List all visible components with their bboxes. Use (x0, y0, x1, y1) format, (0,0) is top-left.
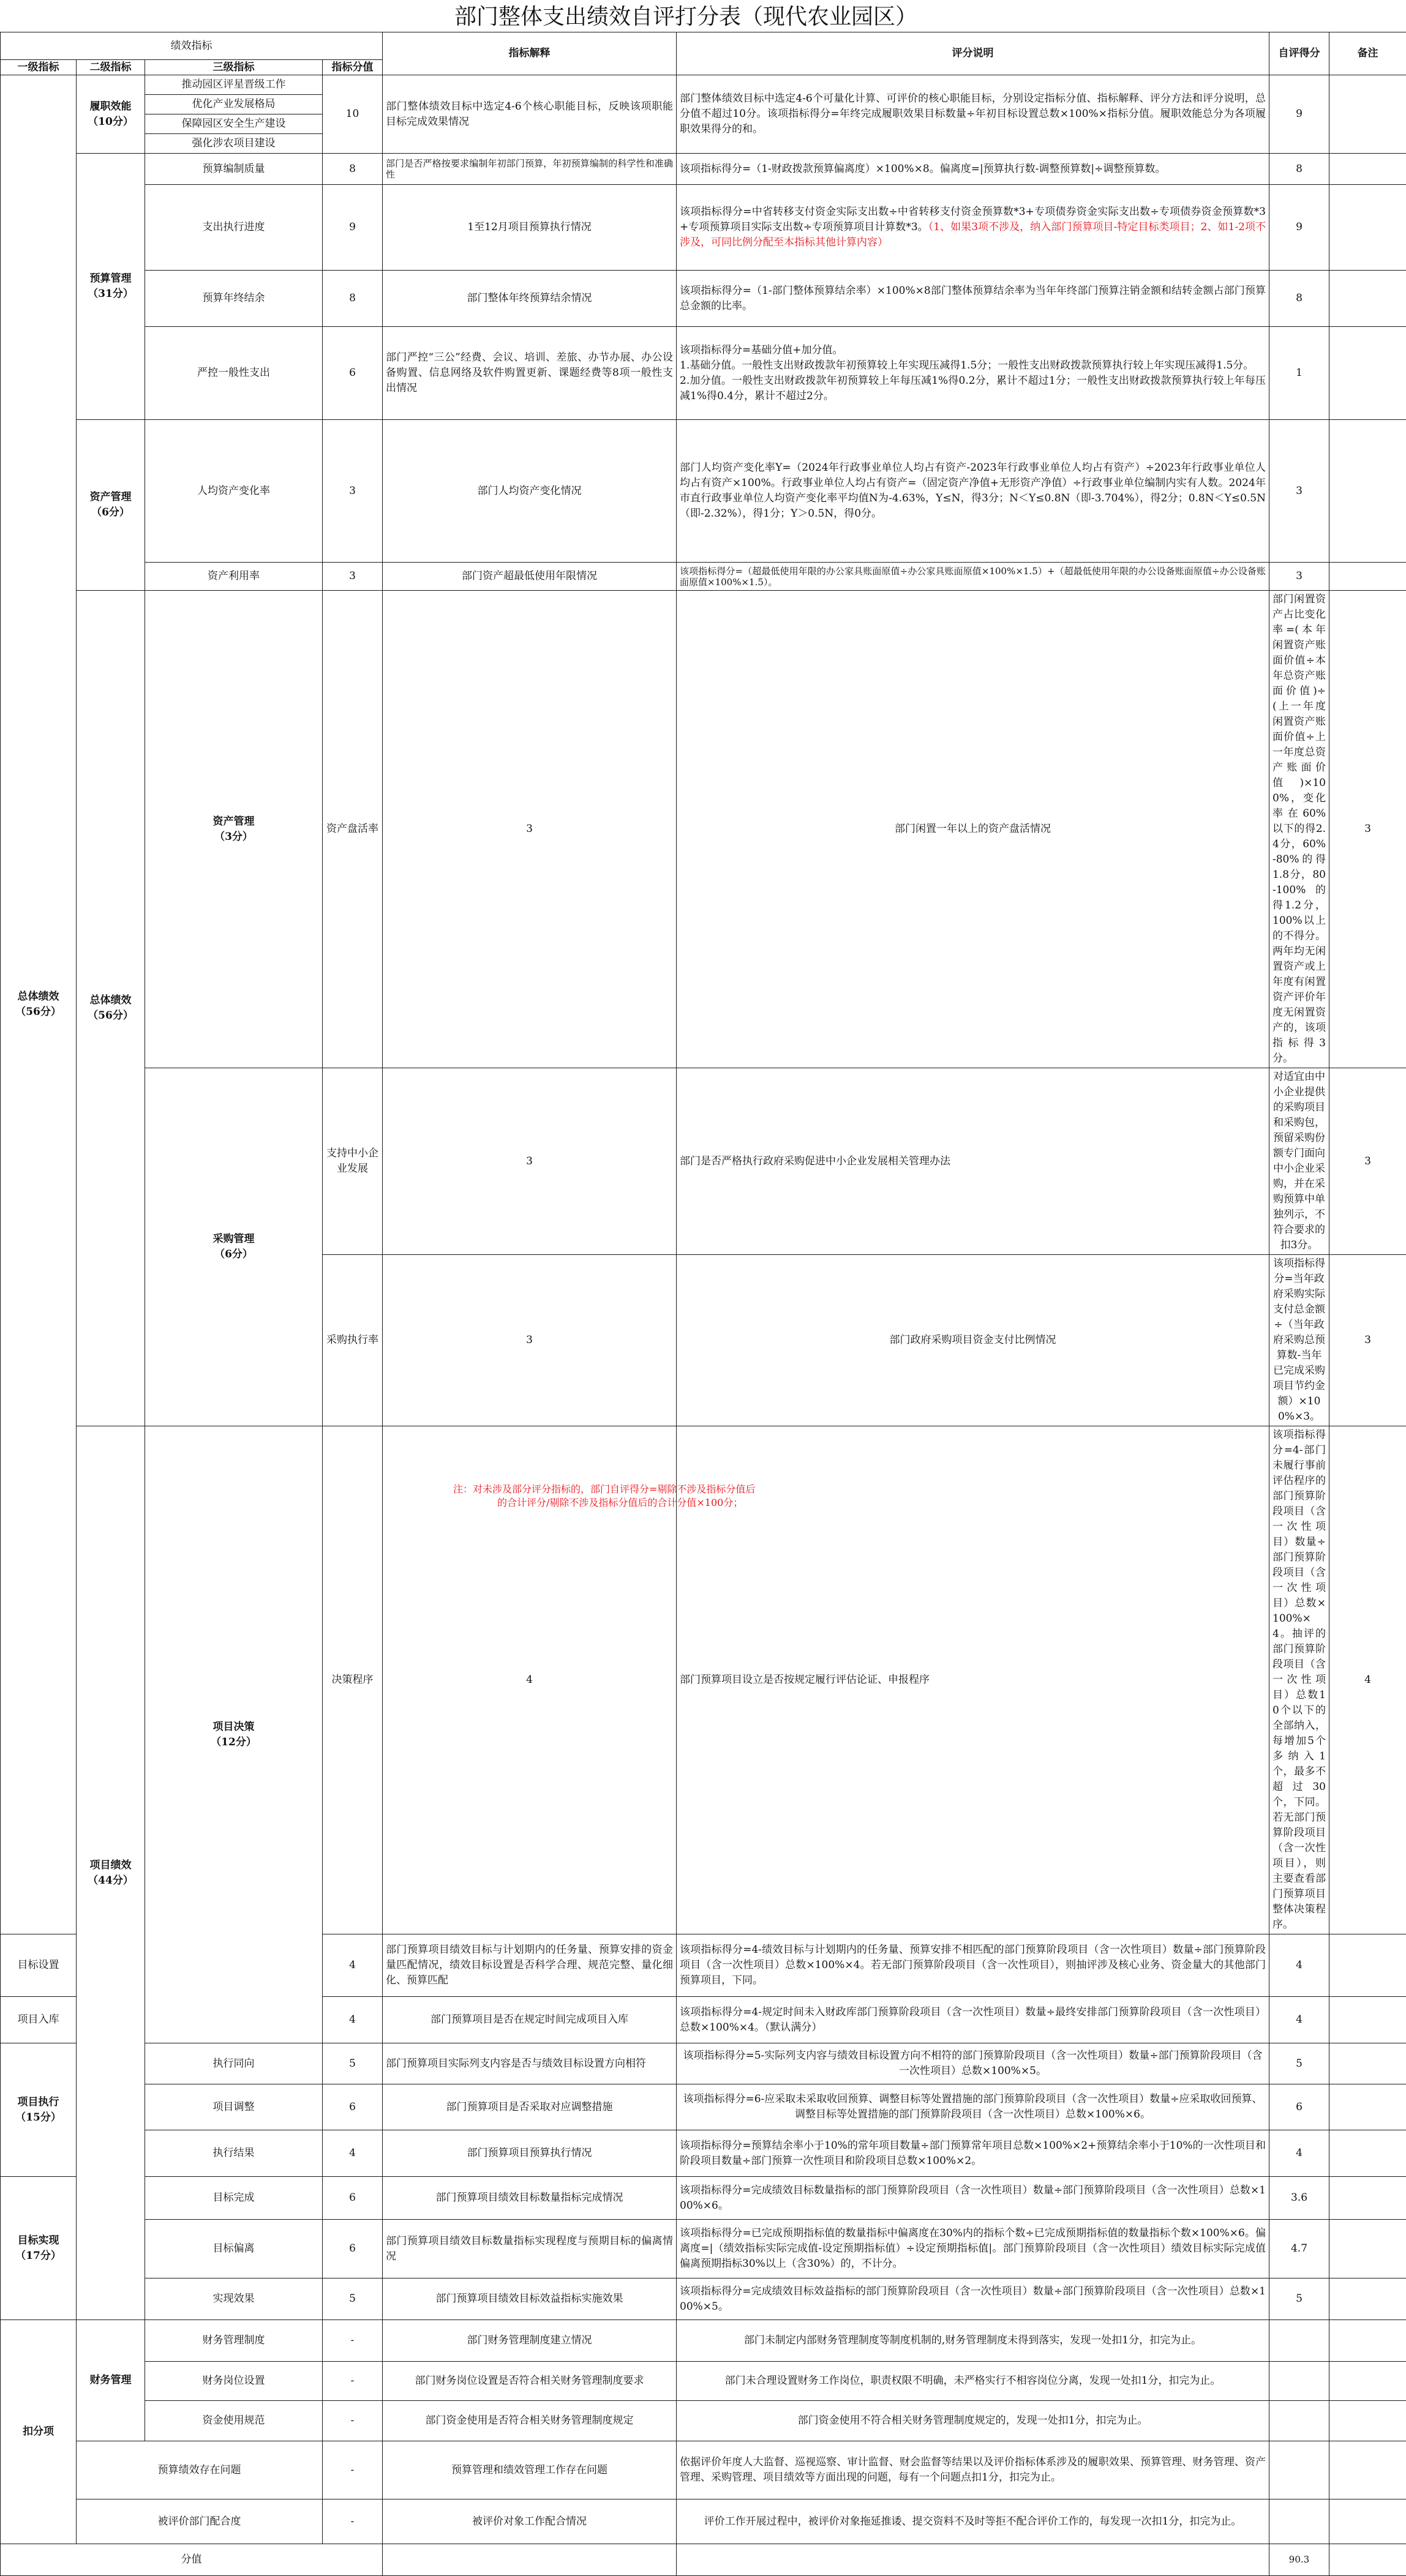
remark-cell (1329, 2441, 1406, 2499)
indicator-explanation: 部门人均资产变化情况 (383, 420, 677, 563)
indicator-name: 被评价部门配合度 (77, 2499, 323, 2544)
indicator-name: 执行结果 (145, 2130, 323, 2177)
indicator-explanation: 部门预算项目绩效目标数量指标实现程度与预期目标的偏离情况 (383, 2220, 677, 2278)
self-score (1269, 2441, 1329, 2499)
header-indicators: 绩效指标 (1, 32, 383, 60)
scoring-description (677, 185, 1269, 271)
indicator-explanation: 1至12月项目预算执行情况 (383, 185, 677, 271)
remark-cell (1329, 2130, 1406, 2177)
self-score: 4 (1269, 1997, 1329, 2043)
table-row (1, 2401, 1406, 2441)
indicator-explanation: 部门整体绩效目标中选定4-6个核心职能目标，反映该项职能目标完成效果情况 (383, 75, 677, 154)
indicator-score: - (323, 2441, 383, 2499)
header-level3: 三级指标 (145, 60, 323, 75)
remark-cell (1329, 2043, 1406, 2084)
indicator-name: 项目调整 (145, 2084, 323, 2130)
indicator-name: 决策程序 (323, 1426, 383, 1934)
total-explanation-cell (383, 2544, 677, 2576)
indicator-explanation: 部门预算项目绩效目标与计划期内的任务量、预算安排的资金量匹配情况，绩效目标设置是否科学合理、规范完整、量化细化、预算匹配 (383, 1934, 677, 1997)
table-row (1, 563, 1406, 591)
indicator-name: 强化涉农项目建设 (145, 134, 323, 154)
indicator-score: 3 (383, 591, 677, 1068)
indicator-name: 优化产业发展格局 (145, 95, 323, 114)
scoring-description: 对适宜由中小企业提供的采购项目和采购包，预留采购份额专门面向中小企业采购，并在采购预算中单独列示，不符合要求的扣3分。 (1269, 1068, 1329, 1255)
indicator-name: 项目入库 (1, 1997, 77, 2043)
page-title: 部门整体支出绩效自评打分表（现代农业园区） (0, 1, 1372, 33)
sub-label-target: 目标实现 （17分） (1, 2177, 77, 2320)
footnote-line-1: 注：对未涉及部分评分指标的，部门自评得分=剔除不涉及指标分值后 (453, 1483, 882, 1496)
sub-label-assets: 资产管理 （6分） (77, 420, 145, 591)
indicator-score: 6 (323, 2220, 383, 2278)
indicator-explanation: 部门财务管理制度建立情况 (383, 2320, 677, 2362)
remark-cell (1329, 2177, 1406, 2220)
header-explanation: 指标解释 (383, 32, 677, 75)
indicator-score: - (323, 2401, 383, 2441)
total-row (1, 2544, 1406, 2576)
indicator-score: 3 (383, 1068, 677, 1255)
remark-cell (1329, 1997, 1406, 2043)
indicator-name: 财务岗位设置 (145, 2362, 323, 2401)
indicator-explanation: 部门是否严格执行政府采购促进中小企业发展相关管理办法 (677, 1068, 1269, 1255)
sub-label-decision: 项目决策 （12分） (145, 1426, 323, 2043)
indicator-explanation: 部门预算项目绩效目标效益指标实施效果 (383, 2278, 677, 2320)
table-row (1, 2362, 1406, 2401)
sub-label-finance: 财务管理 (77, 2320, 145, 2441)
self-score: 4 (1269, 2130, 1329, 2177)
indicator-score: 8 (323, 271, 383, 327)
footnote (453, 1483, 882, 1510)
scoring-description: 部门未合理设置财务工作岗位，职责权限不明确，未严格实行不相容岗位分离，发现一处扣1分，扣完为止。 (677, 2362, 1269, 2401)
scoring-description: 该项指标得分=（超最低使用年限的办公家具账面原值÷办公家具账面原值×100%×1.5）+（超最低使用年限的办公设备账面原值÷办公设备账面原值×100%×1.5）。 (677, 563, 1269, 591)
indicator-score: 9 (323, 185, 383, 271)
indicator-name: 预算绩效存在问题 (77, 2441, 323, 2499)
remark-cell (1329, 2278, 1406, 2320)
scoring-description: 该项指标得分=完成绩效目标数量指标的部门预算阶段项目（含一次性项目）数量÷部门预算阶段项目（含一次性项目）总数×100%×6。 (677, 2177, 1269, 2220)
remark-cell (1329, 2320, 1406, 2362)
self-score: 5 (1269, 2043, 1329, 2084)
scoring-description: 该项指标得分=（1-财政拨款预算偏离度）×100%×8。偏离度=|预算执行数-调整预算数|÷调整预算数。 (677, 154, 1269, 185)
remark-cell (1329, 2499, 1406, 2544)
remark-cell (1329, 271, 1406, 327)
self-score: 3 (1269, 563, 1329, 591)
self-score: 3 (1329, 1255, 1406, 1426)
remark-cell (1329, 563, 1406, 591)
scoring-description-text: 该项指标得分=中省转移支付资金实际支出数÷中省转移支付资金预算数*3+专项债券资金实际支出数÷专项债券资金预算数*3+专项预算项目实际支出数÷专项预算项目计算数*3。 (680, 206, 1266, 233)
table-row (1, 591, 1406, 1068)
table-row (1, 2278, 1406, 2320)
indicator-explanation: 部门预算项目预算执行情况 (383, 2130, 677, 2177)
scoring-description-red-note: （1、如果3项不涉及，纳入部门预算项目-特定目标类项目；2、如1-2项不涉及，可同比例分配至本指标其他计算内容） (680, 221, 1266, 249)
indicator-explanation: 部门资金使用是否符合相关财务管理制度规定 (383, 2401, 677, 2441)
footnote-line-2: 的合计评分/剔除不涉及指标分值后的合计分值×100分； (453, 1496, 882, 1510)
indicator-name: 支持中小企业发展 (323, 1068, 383, 1255)
indicator-score: - (323, 2320, 383, 2362)
table-row (1, 420, 1406, 563)
indicator-name: 实现效果 (145, 2278, 323, 2320)
table-row (1, 2130, 1406, 2177)
indicator-score: 6 (323, 2177, 383, 2220)
header-remark: 备注 (1329, 32, 1406, 75)
scoring-description: 该项指标得分=当年政府采购实际支付总金额÷（当年政府采购总预算数-当年已完成采购项目节约金额）×100%×3。 (1269, 1255, 1329, 1426)
indicator-explanation: 部门严控“三公”经费、会议、培训、差旅、办节办展、办公设备购置、信息网络及软件购置更新、课题经费等8项一般性支出情况 (383, 327, 677, 420)
table-row (1, 2177, 1406, 2220)
scoring-line: 该项指标得分=基础分值+加分值。 (680, 343, 1266, 358)
indicator-name: 采购执行率 (323, 1255, 383, 1426)
header-scoring-desc: 评分说明 (677, 32, 1269, 75)
table-row (1, 1068, 1406, 1255)
scoring-line: 1.基础分值。一般性支出财政拨款年初预算较上年实现压减得1.5分；一般性支出财政拨款预算执行较上年实现压减得1.5分。 (680, 358, 1266, 373)
table-row (1, 75, 1406, 95)
self-score: 3.6 (1269, 2177, 1329, 2220)
indicator-score: 4 (323, 1997, 383, 2043)
scoring-description: 评价工作开展过程中，被评价对象拖延推诿、提交资料不及时等拒不配合评价工作的，每发现一次扣1分，扣完为止。 (677, 2499, 1269, 2544)
table-row (1, 185, 1406, 271)
header-level2: 二级指标 (77, 60, 145, 75)
remark-cell (1329, 2362, 1406, 2401)
indicator-name: 预算年终结余 (145, 271, 323, 327)
table-row (1, 2441, 1406, 2499)
indicator-name: 目标偏离 (145, 2220, 323, 2278)
indicator-score: 4 (323, 2130, 383, 2177)
scoring-description: 该项指标得分=4-部门未履行事前评估程序的部门预算阶段项目（含一次性项目）数量÷部门预算阶段项目（含一次性项目）总数×100%×4。抽评的部门预算阶段项目（含一次性项目）总数10个以下的全部纳入，每增加5个多纳入1个，最多不超过30个，下同。若无部门预算阶段项目（含一次性项目），则主要查看部门预算项目整体决策程序。 (1269, 1426, 1329, 1934)
scoring-description: 该项指标得分=5-实际列支内容与绩效目标设置方向不相符的部门预算阶段项目（含一次性项目）数量÷部门预算阶段项目（含一次性项目）总数×100%×5。 (677, 2043, 1269, 2084)
remark-cell (1329, 154, 1406, 185)
group-label-overall-2: 总体绩效 （56分） (77, 591, 145, 1426)
indicator-explanation: 部门政府采购项目资金支付比例情况 (677, 1255, 1269, 1426)
self-score: 8 (1269, 271, 1329, 327)
table-row (1, 154, 1406, 185)
total-label: 分值 (1, 2544, 383, 2576)
indicator-score: 5 (323, 2278, 383, 2320)
self-score: 3 (1329, 591, 1406, 1068)
indicator-explanation: 部门闲置一年以上的资产盘活情况 (677, 591, 1269, 1068)
indicator-explanation: 部门财务岗位设置是否符合相关财务管理制度要求 (383, 2362, 677, 2401)
indicator-name: 保障园区安全生产建设 (145, 114, 323, 134)
indicator-name: 执行同向 (145, 2043, 323, 2084)
scoring-description: 该项指标得分=（1-部门整体预算结余率）×100%×8部门整体预算结余率为当年年终部门预算注销金额和结转金额占部门预算总金额的比率。 (677, 271, 1269, 327)
header-score: 指标分值 (323, 60, 383, 75)
indicator-name: 预算编制质量 (145, 154, 323, 185)
scoring-description: 部门未制定内部财务管理制度等制度机制的,财务管理制度未得到落实，发现一处扣1分，扣完为止。 (677, 2320, 1269, 2362)
table-row (1, 2320, 1406, 2362)
scoring-description: 部门资金使用不符合相关财务管理制度规定的，发现一处扣1分，扣完为止。 (677, 2401, 1269, 2441)
table-row (1, 2043, 1406, 2084)
scoring-description: 部门整体绩效目标中选定4-6个可量化计算、可评价的核心职能目标，分别设定指标分值、指标解释、评分方法和评分说明，总分值不超过10分。该项指标得分=年终完成履职效果目标数量÷年初目标设置总数×100%×指标分值。履职效能总分为各项履职效果得分的和。 (677, 75, 1269, 154)
indicator-name: 支出执行进度 (145, 185, 323, 271)
indicator-name: 推动园区评星晋级工作 (145, 75, 323, 95)
scoring-description (677, 327, 1269, 420)
remark-cell (1329, 185, 1406, 271)
group-label-overall-1: 总体绩效 （56分） (1, 75, 77, 1934)
remark-cell (1329, 2401, 1406, 2441)
scoring-description: 部门闲置资产占比变化率=(本年闲置资产账面价值÷本年总资产账面价值)÷(上一年度闲置资产账面价值÷上一年度总资产账面价值)×100%，变化率在60%以下的得2.4分，60%-80%的得1.8分，80-100%的得1.2分，100%以上的不得分。两年均无闲置资产或上年度有闲置资产评价年度无闲置资产的，该项指标得3分。 (1269, 591, 1329, 1068)
header-self-score: 自评得分 (1269, 32, 1329, 75)
self-score: 3 (1269, 420, 1329, 563)
indicator-explanation: 部门整体年终预算结余情况 (383, 271, 677, 327)
indicator-explanation: 部门预算项目是否采取对应调整措施 (383, 2084, 677, 2130)
scoring-description: 该项指标得分=4-规定时间未入财政库部门预算阶段项目（含一次性项目）数量÷最终安排部门预算阶段项目（含一次性项目）总数×100%×4。（默认满分） (677, 1997, 1269, 2043)
self-score: 4.7 (1269, 2220, 1329, 2278)
indicator-explanation: 部门预算项目实际列支内容是否与绩效目标设置方向相符 (383, 2043, 677, 2084)
sub-label-procurement: 采购管理 （6分） (145, 1068, 323, 1426)
self-score (1269, 2362, 1329, 2401)
indicator-score: - (323, 2362, 383, 2401)
table-row (1, 2220, 1406, 2278)
sub-label-performance: 履职效能 （10分） (77, 75, 145, 154)
indicator-score: 5 (323, 2043, 383, 2084)
indicator-score: 3 (323, 420, 383, 563)
indicator-name: 目标完成 (145, 2177, 323, 2220)
remark-cell (1329, 1934, 1406, 1997)
sub-label-budget: 预算管理 （31分） (77, 154, 145, 420)
remark-cell (1329, 2084, 1406, 2130)
indicator-score: 6 (323, 327, 383, 420)
indicator-name: 资产利用率 (145, 563, 323, 591)
indicator-explanation: 被评价对象工作配合情况 (383, 2499, 677, 2544)
self-score: 6 (1269, 2084, 1329, 2130)
indicator-score: 6 (323, 2084, 383, 2130)
remark-cell (1329, 420, 1406, 563)
total-desc-cell (677, 2544, 1269, 2576)
self-score: 4 (1269, 1934, 1329, 1997)
score-table (0, 32, 1406, 2576)
table-row (1, 2499, 1406, 2544)
scoring-description: 该项指标得分=预算结余率小于10%的常年项目数量÷部门预算常年项目总数×100%×2+预算结余率小于10%的一次性项目和阶段项目数量÷部门预算一次性项目和阶段项目总数×100%×2。 (677, 2130, 1269, 2177)
scoring-description: 依据评价年度人大监督、巡视巡察、审计监督、财会监督等结果以及评价指标体系涉及的履职效果、预算管理、财务管理、资产管理、采购管理、项目绩效等方面出现的问题，每有一个问题点扣1分，扣完为止。 (677, 2441, 1269, 2499)
self-score (1269, 2401, 1329, 2441)
self-score (1269, 2320, 1329, 2362)
indicator-name: 财务管理制度 (145, 2320, 323, 2362)
self-score: 1 (1269, 327, 1329, 420)
scoring-description: 该项指标得分=6-应采取未采取收回预算、调整目标等处置措施的部门预算阶段项目（含一次性项目）数量÷应采取收回预算、调整目标等处置措施的部门预算阶段项目（含一次性项目）总数×100%×6。 (677, 2084, 1269, 2130)
indicator-explanation: 部门预算项目绩效目标数量指标完成情况 (383, 2177, 677, 2220)
self-score: 9 (1269, 75, 1329, 154)
indicator-explanation: 部门是否严格按要求编制年初部门预算，年初预算编制的科学性和准确性 (383, 154, 677, 185)
sub-label-execution: 项目执行 （15分） (1, 2043, 77, 2177)
indicator-name: 人均资产变化率 (145, 420, 323, 563)
scoring-description: 部门人均资产变化率Y=（2024年行政事业单位人均占有资产-2023年行政事业单位人均占有资产）÷2023年行政事业单位人均占有资产×100%。行政事业单位人均占有资产=（固定资产净值+无形资产净值）÷行政事业单位编制内实有人数。2024年市直行政事业单位人均资产变化率平均值N为-4.63%，Y≤N，得3分；N＜Y≤0.8N（即-3.704%），得2分；0.8N＜Y≤0.5N（即-2.32%），得1分；Y＞0.5N，得0分。 (677, 420, 1269, 563)
table-row (1, 271, 1406, 327)
indicator-score: 4 (323, 1934, 383, 1997)
total-remark-cell (1329, 2544, 1406, 2576)
indicator-name: 目标设置 (1, 1934, 77, 1997)
scoring-line: 2.加分值。一般性支出财政拨款年初预算较上年每压减1%得0.2分，累计不超过1分；一般性支出财政拨款预算执行较上年每压减1%得0.4分，累计不超过2分。 (680, 373, 1266, 404)
scoring-description: 该项指标得分=完成绩效目标效益指标的部门预算阶段项目（含一次性项目）数量÷部门预算阶段项目（含一次性项目）总数×100%×5。 (677, 2278, 1269, 2320)
self-score: 4 (1329, 1426, 1406, 1934)
scoring-description: 该项指标得分=已完成预期指标值的数量指标中偏离度在30%内的指标个数÷已完成预期指标值的数量指标个数×100%×6。偏离度=|（绩效指标实际完成值-设定预期指标值）÷设定预期指标值|。部门预算阶段项目（含一次性项目）绩效目标实际完成值偏离预期指标30%以上（含30%）的，不计分。 (677, 2220, 1269, 2278)
group-label-deduction: 扣分项 (1, 2320, 77, 2544)
indicator-score: 4 (383, 1426, 677, 1934)
header-row-1 (1, 32, 1406, 60)
self-score: 5 (1269, 2278, 1329, 2320)
table-row (1, 2084, 1406, 2130)
indicator-name: 资金使用规范 (145, 2401, 323, 2441)
self-score: 3 (1329, 1068, 1406, 1255)
self-score (1269, 2499, 1329, 2544)
self-score: 9 (1269, 185, 1329, 271)
indicator-name: 严控一般性支出 (145, 327, 323, 420)
indicator-score: 8 (323, 154, 383, 185)
indicator-explanation: 部门预算项目设立是否按规定履行评估论证、申报程序 (677, 1426, 1269, 1934)
indicator-score: 3 (323, 563, 383, 591)
indicator-explanation: 部门资产超最低使用年限情况 (383, 563, 677, 591)
total-value: 90.3 (1269, 2544, 1329, 2576)
indicator-explanation: 部门预算项目是否在规定时间完成项目入库 (383, 1997, 677, 2043)
indicator-score: 10 (323, 75, 383, 154)
indicator-name: 资产盘活率 (323, 591, 383, 1068)
sub-label-assets-2: 资产管理 （3分） (145, 591, 323, 1068)
remark-cell (1329, 75, 1406, 154)
indicator-explanation: 预算管理和绩效管理工作存在问题 (383, 2441, 677, 2499)
indicator-score: - (323, 2499, 383, 2544)
indicator-score: 3 (383, 1255, 677, 1426)
remark-cell (1329, 327, 1406, 420)
header-level1: 一级指标 (1, 60, 77, 75)
self-score: 8 (1269, 154, 1329, 185)
remark-cell (1329, 2220, 1406, 2278)
group-label-project: 项目绩效 （44分） (77, 1426, 145, 2320)
scoring-description: 该项指标得分=4-绩效目标与计划期内的任务量、预算安排不相匹配的部门预算阶段项目（含一次性项目）数量÷部门预算阶段项目（含一次性项目）总数×100%×4。若无部门预算阶段项目（含一次性项目），则抽评涉及核心业务、资金量大的其他部门预算项目，下同。 (677, 1934, 1269, 1997)
table-row (1, 327, 1406, 420)
